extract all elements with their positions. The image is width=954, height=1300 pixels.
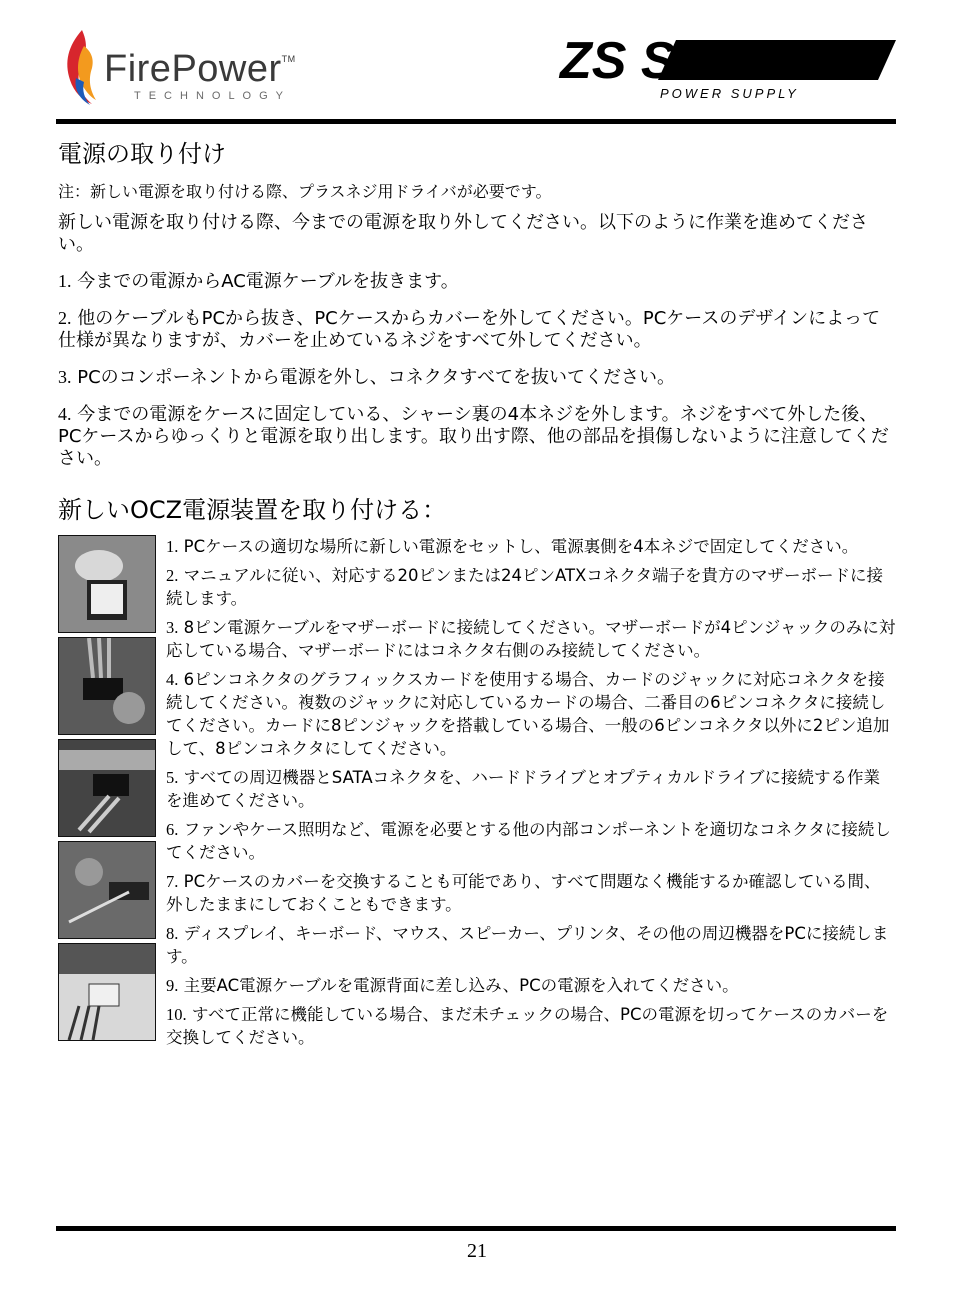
- install-step: 1. PCケースの適切な場所に新しい電源をセットし、電源裏側を4本ネジで固定してください。: [166, 537, 859, 556]
- install-section: [58, 535, 896, 1165]
- brand-subtitle: TECHNOLOGY: [134, 90, 292, 102]
- install-step: 7. PCケースのカバーを交換することも可能であり、すべて問題なく機能するか確認している間、外したままにしておくこともできます。: [166, 872, 881, 914]
- sata-connector-photo: [58, 841, 156, 939]
- trademark-mark: TM: [281, 54, 296, 64]
- top-rule: [56, 119, 896, 124]
- install-step: 5. すべての周辺機器とSATAコネクタを、ハードドライブとオプティカルドライブに接続する作業を進めてください。: [166, 768, 881, 810]
- page-header: [56, 26, 896, 122]
- install-step: 3. 8ピン電源ケーブルをマザーボードに接続してください。マザーボードが4ピンジャックのみに対応している場合、マザーボードにはコネクタ右側のみ接続してください。: [166, 618, 896, 660]
- zs-series-logo: [556, 32, 896, 102]
- brand-name: [104, 48, 296, 91]
- removal-step: 3. PCのコンポーネントから電源を外し、コネクタすべてを抜いてください。: [58, 367, 676, 388]
- bottom-rule: [56, 1226, 896, 1231]
- gpu-connector-photo: [58, 739, 156, 837]
- page-content: [58, 134, 896, 1165]
- removal-step: 2. 他のケーブルもPCから抜き、PCケースからカバーを外してください。PCケースのデザインによって仕様が異なりますが、カバーを止めているネジをすべて外してください。: [58, 308, 881, 351]
- page-number: 21: [467, 1240, 487, 1262]
- atx-connector-photo: [58, 535, 156, 633]
- removal-step: 1. 今までの電源からAC電源ケーブルを抜きます。: [58, 271, 459, 292]
- tools-note: 注：新しい電源を取り付ける際、プラスネジ用ドライバが必要です。: [58, 182, 552, 201]
- brand-text: FirePower: [104, 48, 282, 90]
- install-step: 10. すべて正常に機能している場合、まだ未チェックの場合、PCの電源を切ってケースのカバーを交換してください。: [166, 1005, 889, 1047]
- photo-column: [58, 535, 156, 1045]
- install-steps: [166, 535, 896, 1055]
- flame-logo-icon: [62, 28, 98, 106]
- intro-paragraph: 新しい電源を取り付ける際、今までの電源を取り外してください。以下のように作業を進めてください。: [58, 212, 868, 255]
- zs-series-logo-text: ZS SERIES: [560, 32, 832, 90]
- removal-step: 4. 今までの電源をケースに固定している、シャーシ裏の4本ネジを外します。ネジをすべて外した後、PCケースからゆっくりと電源を取り出します。取り出す際、他の部品を損傷しないように注意してください。: [58, 404, 889, 469]
- install-step: 9. 主要AC電源ケーブルを電源背面に差し込み、PCの電源を入れてください。: [166, 976, 739, 995]
- install-step: 2. マニュアルに従い、対応する20ピンまたは24ピンATXコネクタ端子を貴方のマザーボードに接続します。: [166, 566, 884, 608]
- page-title: 電源の取り付け: [58, 140, 226, 168]
- molex-drive-photo: [58, 943, 156, 1041]
- install-step: 8. ディスプレイ、キーボード、マウス、スピーカー、プリンタ、その他の周辺機器をPCに接続します。: [166, 924, 889, 966]
- install-step: 6. ファンやケース照明など、電源を必要とする他の内部コンポーネントを適切なコネクタに接続してください。: [166, 820, 891, 862]
- install-step: 4. 6ピンコネクタのグラフィックスカードを使用する場合、カードのジャックに対応コネクタを接続してください。複数のジャックに対応しているカードの場合、二番目の6ピンコネクタに接続してください。カードに8ピンジャックを搭載している場合、一般の6ピンコネクタ以外に2ピン追加して、8ピンコネクタにしてください。: [166, 670, 890, 758]
- zs-series-logo-sub: POWER SUPPLY: [660, 86, 799, 101]
- eight-pin-cable-photo: [58, 637, 156, 735]
- install-title: 新しいOCZ電源装置を取り付ける：: [58, 496, 447, 524]
